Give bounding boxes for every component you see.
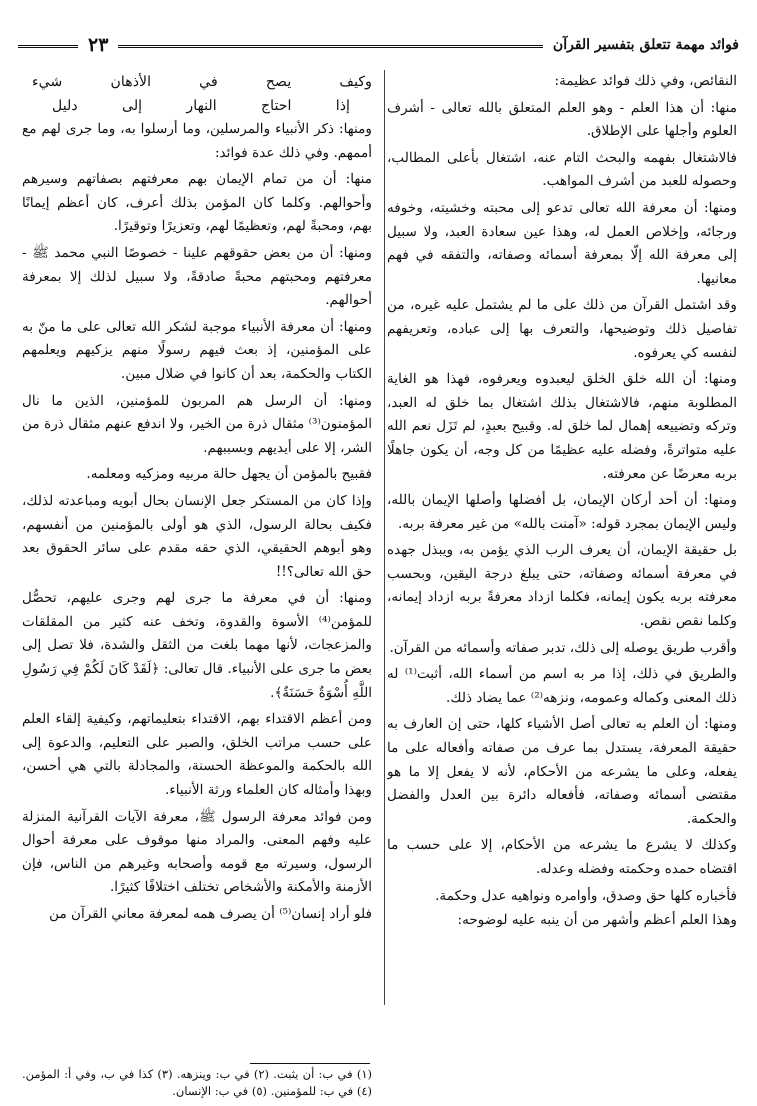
header-rule-left bbox=[18, 45, 78, 48]
header-rule bbox=[118, 45, 543, 48]
running-title: فوائد مهمة تتعلق بتفسير القرآن bbox=[552, 37, 739, 53]
paragraph: فقبيح بالمؤمن أن يجهل حالة مربيه ومزكيه ومعلمه. bbox=[86, 466, 372, 483]
paragraph: والطريق في ذلك، إذا مر به اسم من أسماء الله، أثبت⁽¹⁾ له ذلك المعنى وكماله وعمومه، ونزهه⁽²⁾ عما يضاد ذلك. bbox=[387, 666, 737, 706]
page-number: ٢٣ bbox=[88, 34, 109, 56]
paragraph: بل حقيقة الإيمان، أن يعرف الرب الذي يؤمن به، ويبذل جهده في معرفة أسمائه وصفاته، حتى يبلغ درجة اليقين، وبحسب معرفته بربه يكون إيمانه، فكلما ازداد معرفةً بربه ازداد إيمانه، وكلما نقص نقص. bbox=[387, 542, 737, 630]
paragraph: ومنها: أن أحد أركان الإيمان، بل أفضلها وأصلها الإيمان بالله، وليس الإيمان بمجرد قوله: «آمنت بالله» من غير معرفة بربه. bbox=[387, 492, 737, 532]
paragraph: فلو أراد إنسان⁽⁵⁾ أن يصرف همه لمعرفة معاني القرآن من bbox=[49, 906, 372, 922]
footnotes bbox=[22, 1066, 372, 1100]
paragraph: وإذا كان من المستكر جعل الإنسان بحال أبويه ومباعدته لذلك، فكيف بحالة الرسول، الذي هو أولى بالمؤمنين من أنفسهم، وهو أبوهم الحقيقي، الذي حقه مقدم على سائر الحقوق بعد حق الله تعالى؟!! bbox=[22, 492, 372, 580]
paragraph: ومنها: أن العلم به تعالى أصل الأشياء كلها، حتى إن العارف به حقيقة المعرفة، يستدل بما عرف من صفاته وأفعاله على ما يفعله، وعلى ما يشرعه من الأحكام، لأنه لا يفعل إلا ما هو مقتضى أسمائه وصفاته، فأفعاله دائرة بين العدل والفضل والحكمة. bbox=[387, 716, 737, 827]
paragraph: ومنها: أن في معرفة ما جرى لهم وجرى عليهم، تحصُّل للمؤمن⁽⁴⁾ الأسوة والقدوة، وتخف عنه كثير من المقلقات والمزعجات، لأنها مهما بلغت من الثقل والشدة، فلا تصل إلى بعض ما جرى على الأنبياء. قال تعالى: ﴿لَقَدْ كَانَ لَكُمْ فِي رَسُولِ اللَّهِ أُسْوَةٌ حَسَنَةٌ﴾. bbox=[22, 590, 372, 701]
footnote-separator bbox=[250, 1063, 370, 1064]
poem-line-1: وكيف يصح في الأذهان شيء bbox=[32, 74, 372, 90]
paragraph: ومن فوائد معرفة الرسول ﷺ، معرفة الآيات القرآنية المنزلة عليه وفهم المعنى. والمراد منها موقوف على معرفة أحوال الرسول، وسيرته مع قومه وأصحابه وغيرهم من الناس، فإن الأزمنة والأمكنة والأشخاص تختلف اختلافًا كثيرًا. bbox=[22, 808, 372, 896]
paragraph: ومنها: أن من بعض حقوقهم علينا - خصوصًا النبي محمد ﷺ - معرفتهم ومحبتهم محبةً صادقةً، ولا سبيل لذلك إلا بمعرفة أحوالهم. bbox=[22, 244, 372, 309]
poem-line-2: إذا احتاج النهار إلى دليل bbox=[52, 98, 350, 114]
page-header bbox=[18, 30, 739, 60]
right-column bbox=[387, 70, 737, 1005]
paragraph: وكذلك لا يشرع ما يشرعه من الأحكام، إلا على حسب ما اقتضاه حمده وحكمته وفضله وعدله. bbox=[387, 837, 737, 877]
paragraph: فالاشتغال بفهمه والبحث التام عنه، اشتغال بأعلى المطالب، وحصوله للعبد من أشرف المواهب. bbox=[387, 149, 737, 190]
paragraph: ومنها: أن معرفة الأنبياء موجبة لشكر الله تعالى على ما منّ به على المؤمنين، إذ بعث فيهم رسولًا منهم يزكيهم ويعلمهم الكتاب والحكمة، بعد أن كانوا في ضلال مبين. bbox=[22, 318, 372, 382]
column-divider bbox=[384, 70, 385, 1005]
paragraph: فأخباره كلها حق وصدق، وأوامره ونواهيه عدل وحكمة. bbox=[435, 887, 737, 904]
paragraph: وقد اشتمل القرآن من ذلك على ما لم يشتمل عليه غيره، من تفاصيل ذلك وتوضيحها، والتعرف بها إلى عباده، وتعريفهم لنفسه كي يعرفوه. bbox=[387, 297, 737, 361]
paragraph: ومنها: ذكر الأنبياء والمرسلين، وما أرسلوا به، وما جرى لهم مع أممهم. وفي ذلك عدة فوائد: bbox=[22, 121, 372, 161]
paragraph: ومنها: أن الله خلق الخلق ليعبدوه ويعرفوه، فهذا هو الغاية المطلوبة منهم، فالاشتغال بذلك اشتغال بما خلق له العبد، وتركه وتضييعه إهمال لما خلق له. وقبيح بعبدٍ، لم تَزَل نعم الله عليه متواترةً، وفضله عليه عظيمًا من كل وجه، أن يكون جاهلًا بربه معرضًا عن معرفته. bbox=[387, 371, 737, 482]
paragraph: ومنها: أن الرسل هم المربون للمؤمنين، الذين ما نال المؤمنون⁽³⁾ مثقال ذرة من الخير، ولا اندفع عنهم مثقال ذرة من الشر، إلا على أيديهم وبسببهم. bbox=[22, 392, 372, 456]
footnote-text: (١) في ب: أن يثبت. (٢) في ب: وينزهه. (٣) كذا في ب، وفي أ: المؤمن. (٤) في ب: للمؤمنين. (٥) في ب: الإنسان. bbox=[22, 1067, 373, 1098]
paragraph: النقائص، وفي ذلك فوائد عظيمة: bbox=[554, 73, 737, 89]
left-column bbox=[22, 70, 372, 1025]
paragraph: منها: أن هذا العلم - وهو العلم المتعلق بالله تعالى - أشرف العلوم وأجلها على الإطلاق. bbox=[387, 99, 737, 140]
paragraph: ومن أعظم الاقتداء بهم، الاقتداء بتعليماتهم، وكيفية إلقاء العلم على حسب مراتب الخلق، والصبر على التعليم، والدعوة إلى الله بالحكمة والموعظة الحسنة، والمجادلة بالتي هي أحسن، وبهذا وأمثاله كان العلماء ورثة الأنبياء. bbox=[22, 711, 372, 799]
paragraph: منها: أن من تمام الإيمان بهم معرفتهم بصفاتهم وسيرهم وأحوالهم. وكلما كان المؤمن بذلك أعرف، كان أعظم إيمانًا بهم، ومحبةً لهم، وتعظيمًا لهم، وتعزيرًا وتوقيرًا. bbox=[22, 171, 372, 235]
paragraph: وأقرب طريق يوصله إلى ذلك، تدبر صفاته وأسمائه من القرآن. bbox=[389, 639, 737, 656]
paragraph: وهذا العلم أعظم وأشهر من أن ينبه عليه لوضوحه: bbox=[457, 912, 737, 929]
paragraph: ومنها: أن معرفة الله تعالى تدعو إلى محبته وخشيته، وخوفه ورجائه، وإخلاص العمل له، وهذا عين سعادة العبد، ولا سبيل إلى معرفة الله إلّا بمعرفة أسمائه وصفاته، والتفقه في فهم معانيها. bbox=[387, 199, 737, 287]
